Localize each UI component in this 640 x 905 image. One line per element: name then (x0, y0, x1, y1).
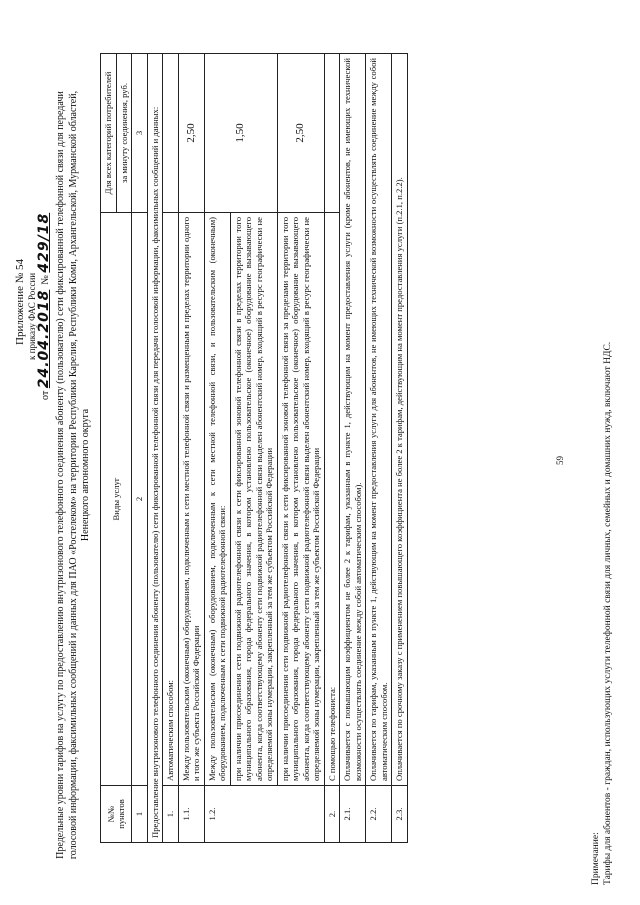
row-2-text: С помощью телефониста: (324, 213, 340, 786)
page-number: 59 (555, 456, 565, 465)
row-1-1-num: 1.1. (178, 786, 204, 843)
row-1-text: Автоматическим способом: (163, 213, 179, 786)
row-1-num: 1. (163, 786, 179, 843)
handwritten-number: 429/18 (36, 212, 52, 273)
header-unit: за минуту соединения, руб. (116, 54, 132, 213)
row-2-value (324, 54, 340, 213)
row-1-2b-text: при наличии присоединения сети подвижной радиотелефонной связи к сети фиксированной зоновой телефонной связи за пределами территории того муниципального образования, города федерального значения, в котором установлено пользовательское (оконечное) оборудование вызывающего абонента, когда соответствующему абоненту сети подвижной радиотелефонной связи выделен абонентский номер, входящий в ресурс географически не определяемой зоны нумерации, закрепленный за тем же субъектом Российской Федерации (277, 213, 324, 786)
note-text: Тарифы для абонентов - граждан, использующих услуги телефонной связи для личных, семейных и домашних нужд, включают НДС. (603, 341, 613, 885)
row-2-2-num: 2.2. (366, 786, 392, 843)
row-2-3-text: Оплачивается по срочному заказу с применением повышающего коэффициента не более 2 к тарифам, действующим на момент предоставления услуги (п.2.1, п.2.2). (392, 54, 408, 786)
handwritten-date: 24.04.2018 (36, 289, 52, 389)
note-block (590, 65, 614, 885)
appendix-date-line: от 24.04.2018 № 429/18 (36, 212, 52, 400)
appendix-number: Приложение № 54 (14, 258, 26, 345)
section-heading: Предоставление внутризонового телефонного соединения абоненту (пользователю) сети фиксированной телефонной связи для передачи голосовой информации, факсимильных сообщений и данных: (147, 54, 163, 843)
row-2-1-num: 2.1. (340, 786, 366, 843)
row-1-2-text: Между пользовательским (оконечным) оборудованием, подключенным к сети местной телефонной связи, и пользовательским (оконечным) оборудованием, подключенным к сети подвижной радиотелефонной связи: (204, 213, 230, 786)
colnum-2: 2 (132, 213, 148, 786)
row-1-1-value: 2,50 (178, 54, 204, 213)
appendix-order-ref: к приказу ФАС России (27, 272, 37, 360)
row-1-value (163, 54, 179, 213)
tariff-table (100, 53, 408, 843)
document-title: Предельные уровни тарифов на услугу по предоставлению внутризонового телефонного соединения абоненту (пользователю) сети фиксированной телефонной связи для передачи голосовой информации, факсимильных сообщений и данных для ПАО «Ростелеком» на территории Республики Карелия, Республики Коми, Архангельской, Мурманской областей, Ненецкого автономного округа (55, 90, 91, 860)
row-1-2-num: 1.2. (204, 786, 324, 843)
header-number: №№ пунктов (101, 786, 132, 843)
row-1-2-value: 1,50 (204, 54, 277, 213)
row-1-2a-text: при наличии присоединения сети подвижной радиотелефонной связи к сети фиксированной зоновой телефонной связи в пределах территории того муниципального образования, города федерального значения, в котором установлено пользовательское (оконечное) оборудование вызывающего абонента, когда соответствующему абоненту сети подвижной радиотелефонной связи выделен абонентский номер, входящий в ресурс географически не определяемой зоны нумерации, закрепленный за тем же субъектом Российской Федерации (230, 213, 277, 786)
appendix-block (14, 140, 52, 400)
row-1-1-text: Между пользовательским (оконечным) оборудованием, подключенным к сети местной телефонной связи и размещенным в пределах территории одного и того же субъекта Российской Федерации (178, 213, 204, 786)
colnum-1: 1 (132, 786, 148, 843)
header-all-users: Для всех категорий потребителей (101, 54, 117, 213)
colnum-3: 3 (132, 54, 148, 213)
row-2-num: 2. (324, 786, 340, 843)
row-1-2b-value: 2,50 (277, 54, 324, 213)
row-2-1-text: Оплачивается с повышающим коэффициентом не более 2 к тарифам, указанным в пункте 1, действующим на момент предоставления услуги (кроме абонентов, не имеющих технической возможности осуществлять соединение между собой автоматическим способом). (340, 54, 366, 786)
note-label: Примечание: (591, 832, 601, 885)
header-service: Виды услуг (101, 213, 132, 786)
row-2-2-text: Оплачивается по тарифам, указанным в пункте 1, действующим на момент предоставления услуги для абонентов, не имеющих технической возможности осуществлять соединение между собой автоматическим способом. (366, 54, 392, 786)
row-2-3-num: 2.3. (392, 786, 408, 843)
